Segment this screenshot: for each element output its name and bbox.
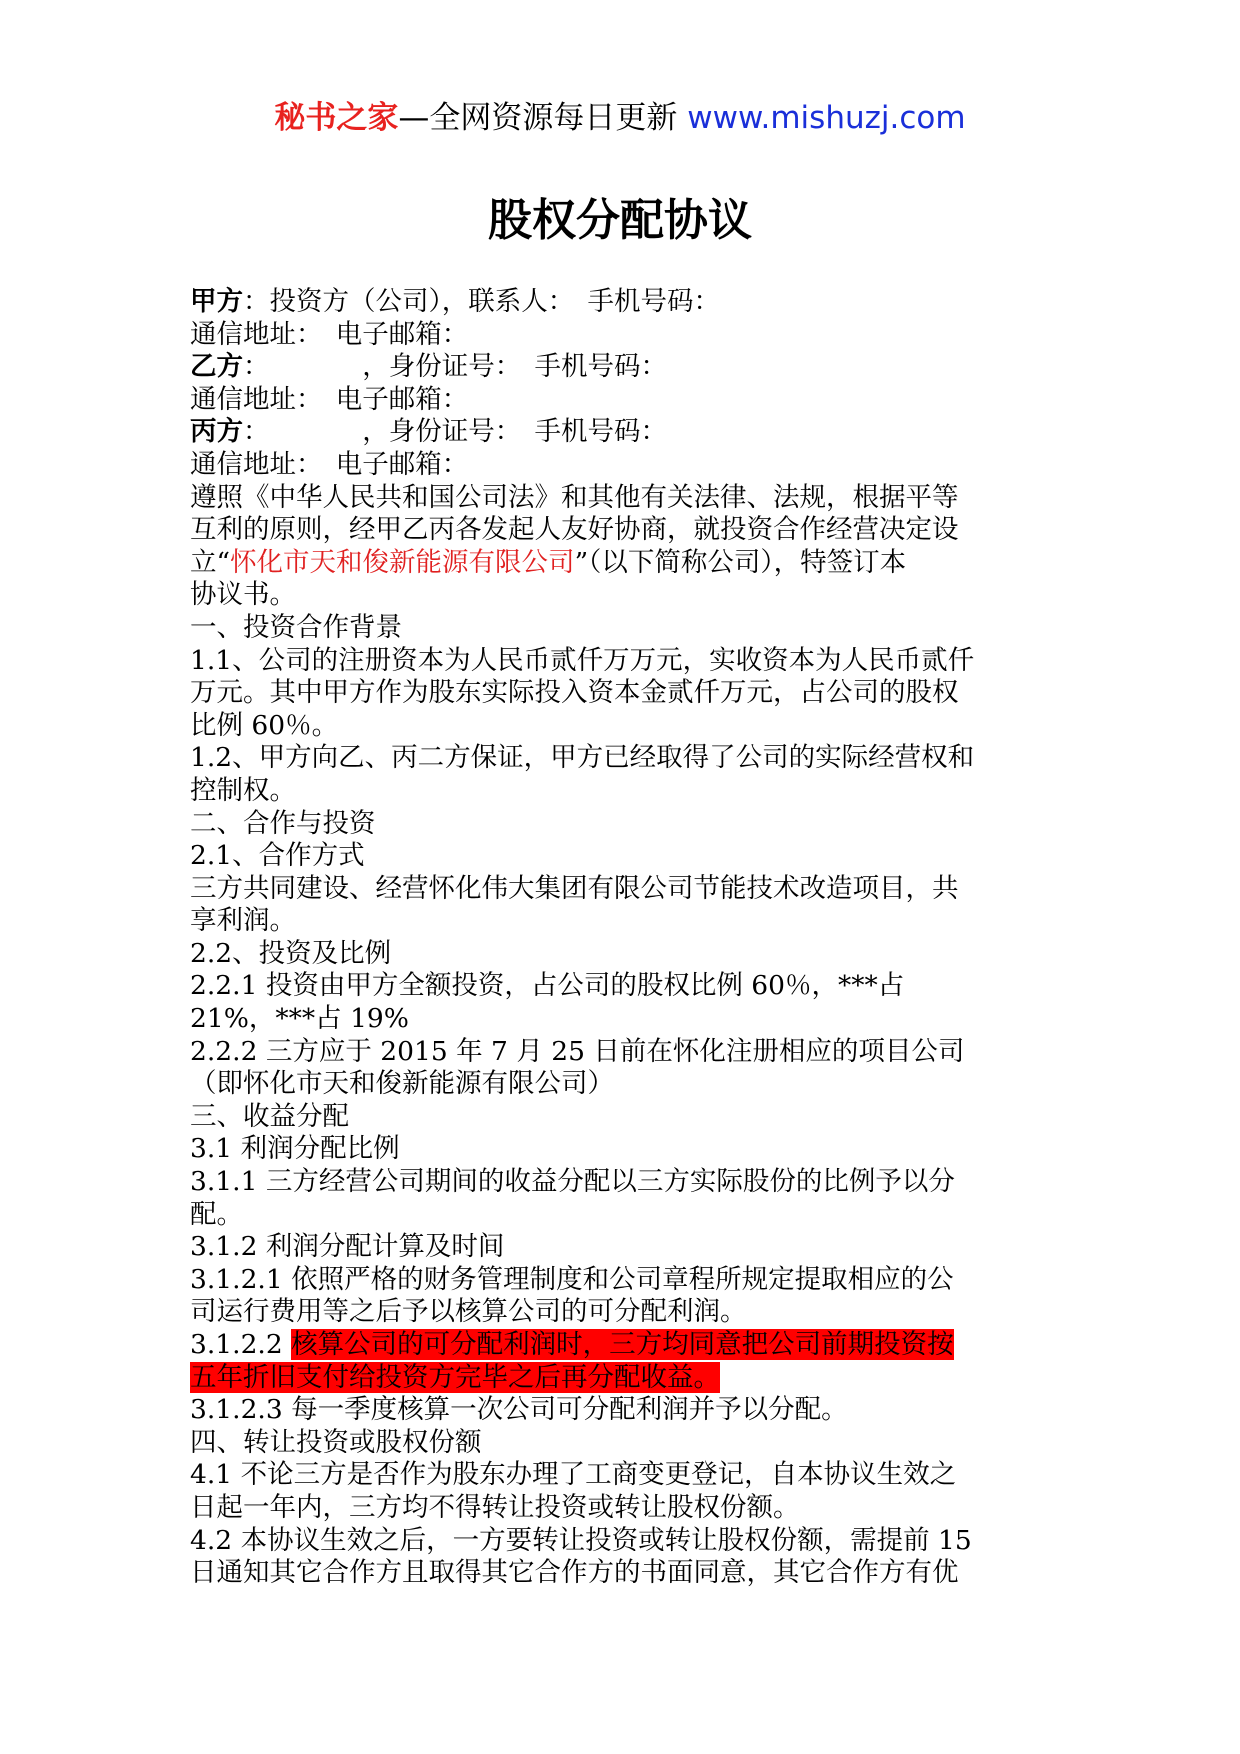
clause-line: 控制权。: [190, 774, 296, 806]
site-slogan: —全网资源每日更新: [398, 100, 688, 136]
clause-line: 比例 60％。: [190, 709, 339, 741]
clause-heading: 3.1.2 利润分配计算及时间: [190, 1231, 505, 1263]
preamble-text: 立“: [190, 546, 231, 578]
party-a-line: [190, 286, 1060, 319]
clause-line: 1.1、公司的注册资本为人民币贰仟万万元，实收资本为人民币贰仟: [190, 644, 975, 676]
clause-line: 万元。其中甲方作为股东实际投入资本金贰仟万元，占公司的股权: [190, 677, 959, 709]
clause-heading: 3.1 利润分配比例: [190, 1133, 400, 1165]
clause-line: （即怀化市天和俊新能源有限公司）: [190, 1068, 614, 1100]
highlighted-text: 核算公司的可分配利润时，三方均同意把公司前期投资按: [291, 1329, 954, 1360]
preamble-line: 遵照《中华人民共和国公司法》和其他有关法律、法规，根据平等: [190, 481, 959, 513]
party-b-info: ： ，身份证号： 手机号码：: [243, 351, 667, 383]
clause-line: 3.1.2.3 每一季度核算一次公司可分配利润并予以分配。: [190, 1394, 848, 1426]
party-b-contact: 通信地址： 电子邮箱：: [190, 383, 469, 415]
highlighted-text: 五年折旧支付给投资方完毕之后再分配收益。: [190, 1361, 720, 1393]
section-heading: 二、合作与投资: [190, 807, 376, 839]
clause-line: 3.1.1 三方经营公司期间的收益分配以三方实际股份的比例予以分: [190, 1166, 955, 1198]
clause-line: 2.2.1 投资由甲方全额投资，占公司的股权比例 60％，***占: [190, 970, 905, 1002]
party-c-info: ： ，身份证号： 手机号码：: [243, 416, 667, 448]
clause-line: [190, 1329, 1060, 1362]
clause-heading: 2.2、投资及比例: [190, 937, 392, 969]
preamble-line: [190, 547, 1060, 580]
clause-number: 3.1.2.2: [190, 1329, 292, 1360]
section-heading: 四、转让投资或股权份额: [190, 1426, 482, 1458]
clause-line: [190, 1362, 1060, 1395]
site-url-link[interactable]: www.mishuzj.com: [687, 100, 966, 136]
section-heading: 三、收益分配: [190, 1100, 349, 1132]
clause-line: 2.2.2 三方应于 2015 年 7 月 25 日前在怀化注册相应的项目公司: [190, 1035, 965, 1067]
company-name: 怀化市天和俊新能源有限公司: [230, 546, 575, 578]
clause-line: 日起一年内，三方均不得转让投资或转让股权份额。: [190, 1491, 800, 1523]
preamble-line: 协议书。: [190, 579, 296, 611]
party-a-info: ：投资方（公司），联系人： 手机号码：: [243, 286, 720, 317]
clause-line: 配。: [190, 1198, 243, 1230]
party-a-label: 甲方: [190, 286, 243, 317]
section-heading: 一、投资合作背景: [190, 611, 402, 643]
party-a-contact: 通信地址： 电子邮箱：: [190, 318, 469, 350]
party-b-label: 乙方: [190, 351, 243, 383]
clause-line: 4.2 本协议生效之后，一方要转让投资或转让股权份额，需提前 15: [190, 1524, 972, 1556]
clause-line: 4.1 不论三方是否作为股东办理了工商变更登记，自本协议生效之: [190, 1459, 957, 1491]
clause-line: 日通知其它合作方且取得其它合作方的书面同意，其它合作方有优: [190, 1557, 959, 1589]
clause-line: 21%，***占 19%: [190, 1003, 409, 1035]
preamble-line: 互利的原则，经甲乙丙各发起人友好协商，就投资合作经营决定设: [190, 514, 959, 546]
clause-line: 1.2、甲方向乙、丙二方保证，甲方已经取得了公司的实际经营权和: [190, 742, 975, 774]
document-title: 股权分配协议: [488, 195, 752, 246]
site-header: [0, 98, 1240, 138]
preamble-text: ”（以下简称公司），特签订本: [574, 546, 907, 578]
clause-line: 享利润。: [190, 905, 296, 937]
clause-heading: 2.1、合作方式: [190, 840, 365, 872]
document-body: [190, 286, 1060, 1590]
clause-line: 3.1.2.1 依照严格的财务管理制度和公司章程所规定提取相应的公: [190, 1263, 954, 1295]
clause-line: 司运行费用等之后予以核算公司的可分配利润。: [190, 1296, 747, 1328]
party-c-line: [190, 416, 1060, 449]
party-b-line: [190, 351, 1060, 384]
party-c-label: 丙方: [190, 416, 243, 448]
party-c-contact: 通信地址： 电子邮箱：: [190, 448, 469, 480]
site-brand: 秘书之家: [274, 100, 399, 136]
clause-line: 三方共同建设、经营怀化伟大集团有限公司节能技术改造项目，共: [190, 872, 959, 904]
